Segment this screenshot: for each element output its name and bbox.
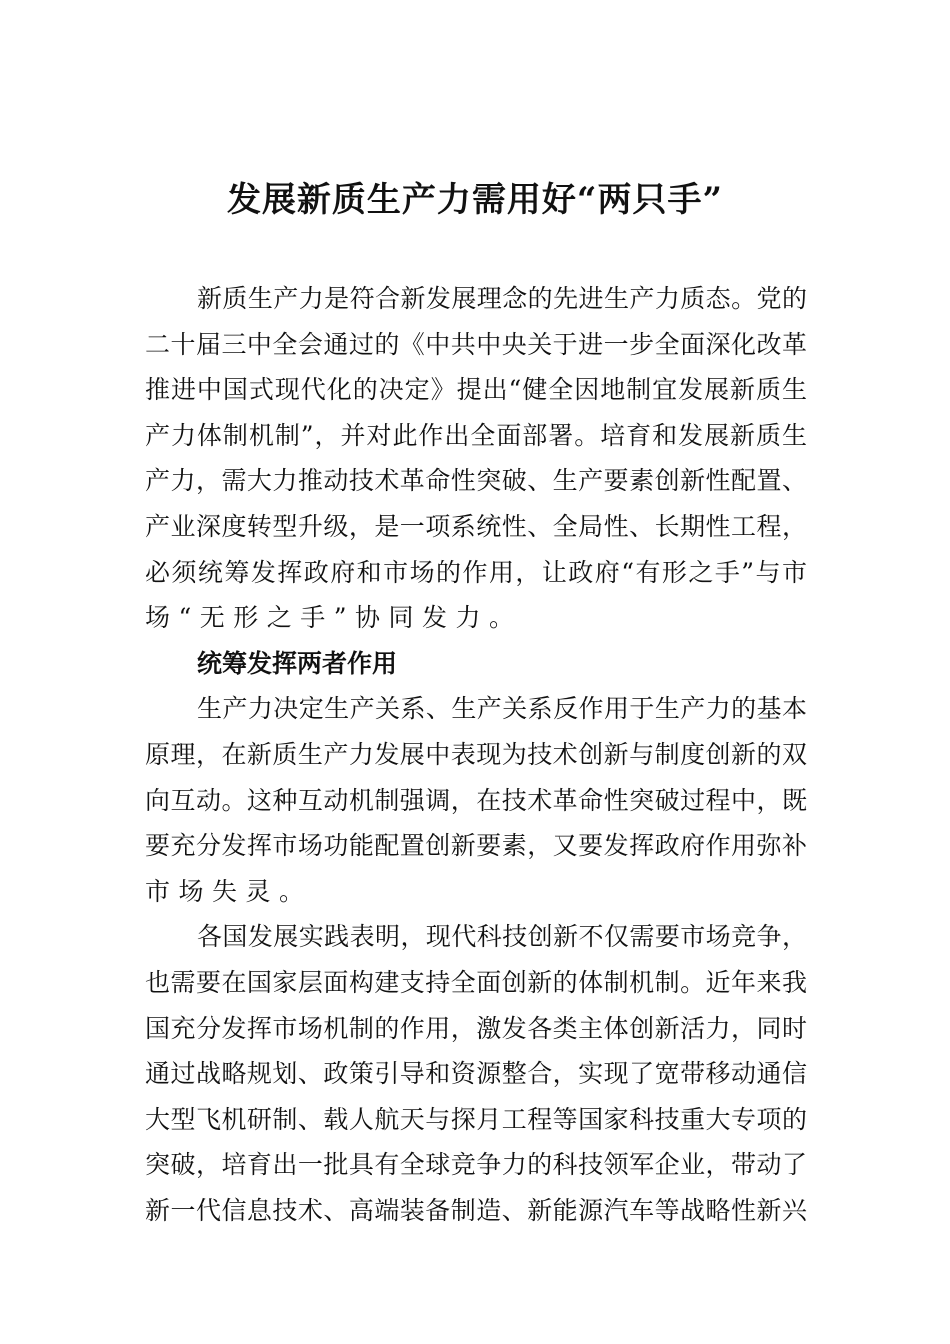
paragraph-line: 二十届三中全会通过的《中共中央关于进一步全面深化改革 — [145, 329, 807, 359]
paragraph-line: 向互动。这种互动机制强调，在技术革命性突破过程中，既 — [145, 785, 807, 815]
paragraph-line: 突破，培育出一批具有全球竞争力的科技领军企业，带动了 — [145, 1150, 807, 1180]
paragraph-line: 必须统筹发挥政府和市场的作用，让政府“有形之手”与市 — [145, 557, 807, 587]
paragraph-line: 大型飞机研制、载人航天与探月工程等国家科技重大专项的 — [145, 1104, 807, 1134]
paragraph-line: 通过战略规划、政策引导和资源整合，实现了宽带移动通信 — [145, 1059, 807, 1089]
paragraph-line: 市场失灵。 — [145, 876, 313, 906]
paragraph-line: 产业深度转型升级，是一项系统性、全局性、长期性工程， — [145, 511, 807, 541]
section-heading: 统筹发挥两者作用 — [197, 648, 398, 678]
paragraph-line: 也需要在国家层面构建支持全面创新的体制机制。近年来我 — [145, 967, 807, 997]
paragraph-line: 各国发展实践表明，现代科技创新不仅需要市场竞争， — [197, 922, 807, 952]
paragraph — [145, 686, 807, 914]
document-title: 发展新质生产力需用好“两只手” — [226, 180, 724, 220]
paragraph-line: 生产力决定生产关系、生产关系反作用于生产力的基本 — [197, 694, 807, 724]
paragraph-line: 推进中国式现代化的决定》提出“健全因地制宜发展新质生 — [145, 375, 807, 405]
paragraph-line: 要充分发挥市场功能配置创新要素，又要发挥政府作用弥补 — [145, 831, 807, 861]
paragraph-line: 原理，在新质生产力发展中表现为技术创新与制度创新的双 — [145, 739, 807, 769]
paragraph-line: 新一代信息技术、高端装备制造、新能源汽车等战略性新兴 — [145, 1195, 807, 1225]
paragraph — [145, 276, 807, 641]
paragraph-line: 产力体制机制”，并对此作出全面部署。培育和发展新质生 — [145, 420, 807, 450]
paragraph — [145, 914, 807, 1233]
document-body — [145, 276, 807, 1233]
paragraph-line: 场“无形之手”协同发力。 — [145, 603, 523, 633]
paragraph-line: 新质生产力是符合新发展理念的先进生产力质态。党的 — [197, 284, 807, 313]
paragraph-line: 国充分发挥市场机制的作用，激发各类主体创新活力，同时 — [145, 1013, 807, 1043]
paragraph-line: 产力，需大力推动技术革命性突破、生产要素创新性配置、 — [145, 466, 807, 496]
